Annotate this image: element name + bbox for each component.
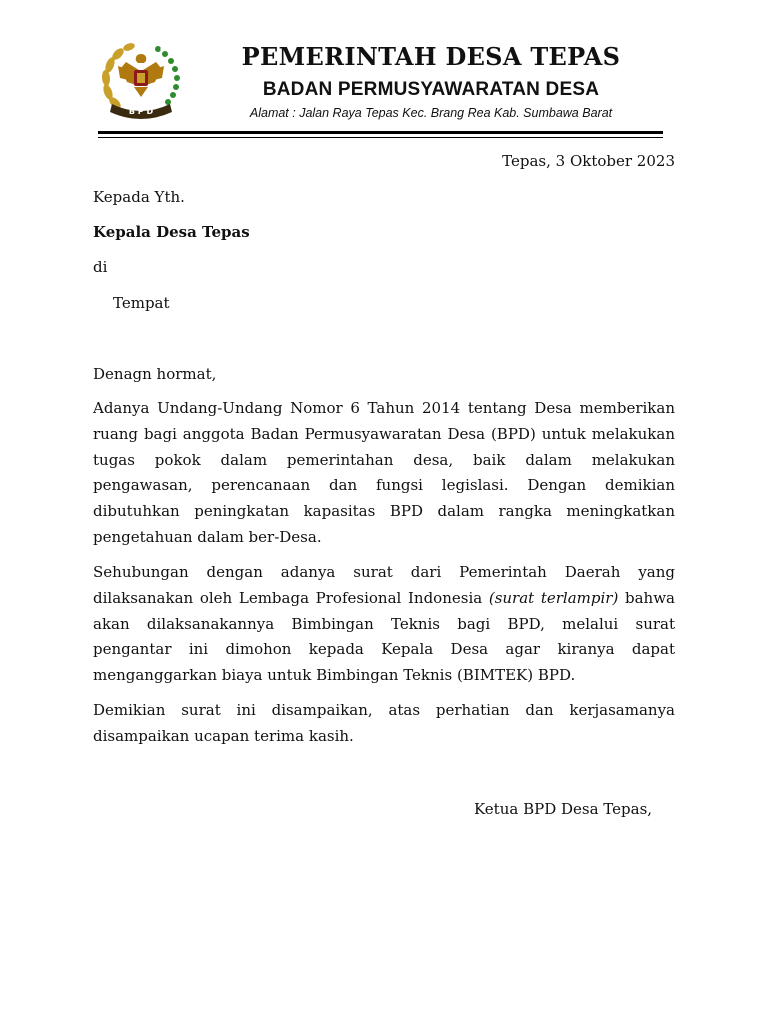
signature-title: Ketua BPD Desa Tepas,	[474, 800, 653, 818]
header-subtitle: BADAN PERMUSYAWARATAN DESA	[262, 79, 600, 100]
paragraph-1-line: tugas pokok dalam pemerintahan desa, baik dalam melakukan	[93, 450, 675, 469]
paragraph-1-line: pengawasan, perencanaan dan fungsi legislasi. Dengan demikian	[93, 476, 675, 495]
paragraph-3-line: disampaikan ucapan terima kasih.	[93, 726, 354, 745]
paragraph-2	[93, 560, 675, 689]
letter-date: Tepas, 3 Oktober 2023	[502, 152, 675, 170]
paragraph-2-line: Sehubungan dengan adanya surat dari Pemerintah Daerah yang	[93, 563, 675, 581]
paragraph-1-line: pengetahuan dalam ber-Desa.	[93, 527, 322, 546]
header-divider-thin	[98, 137, 663, 138]
header-divider-thick	[98, 131, 663, 134]
bpd-logo	[96, 40, 186, 124]
attachment-note: (surat terlampir)	[488, 588, 619, 607]
logo-text: B P D	[128, 107, 154, 116]
recipient: Kepala Desa Tepas	[93, 223, 250, 241]
paragraph-2-text: dilaksanakan oleh Lembaga Profesional Indonesia	[93, 588, 489, 607]
paragraph-1-line: ruang bagi anggota Badan Permusyawaratan Desa (BPD) untuk melakukan	[93, 424, 675, 443]
garuda-emblem-icon	[96, 40, 186, 124]
paragraph-1-line: dibutuhkan peningkatan kapasitas BPD dalam rangka meningkatkan	[93, 502, 675, 521]
place-line: Tempat	[113, 294, 170, 312]
to-line: Kepada Yth.	[93, 188, 185, 206]
paragraph-2-line: pengantar ini dimohon kepada Kepala Desa agar kiranya dapat	[93, 640, 675, 659]
paragraph-2-line: akan dilaksanakannya Bimbingan Teknis bagi BPD, melalui surat	[93, 614, 675, 633]
paragraph-1	[93, 396, 675, 551]
greeting: Denagn hormat,	[93, 365, 217, 383]
paragraph-1-line: Adanya Undang-Undang Nomor 6 Tahun 2014 tentang Desa memberikan	[93, 399, 675, 417]
paragraph-2-text: bahwa	[618, 588, 675, 607]
paragraph-3	[93, 698, 675, 750]
di-line: di	[93, 258, 108, 276]
header-address: Alamat : Jalan Raya Tepas Kec. Brang Rea Kab. Sumbawa Barat	[249, 106, 613, 120]
paragraph-2-line-with-italic	[93, 586, 675, 612]
paragraph-2-line: menganggarkan biaya untuk Bimbingan Teknis (BIMTEK) BPD.	[93, 666, 576, 685]
paragraph-3-line: Demikian surat ini disampaikan, atas perhatian dan kerjasamanya	[93, 701, 675, 719]
header-title: PEMERINTAH DESA TEPAS	[241, 42, 621, 71]
